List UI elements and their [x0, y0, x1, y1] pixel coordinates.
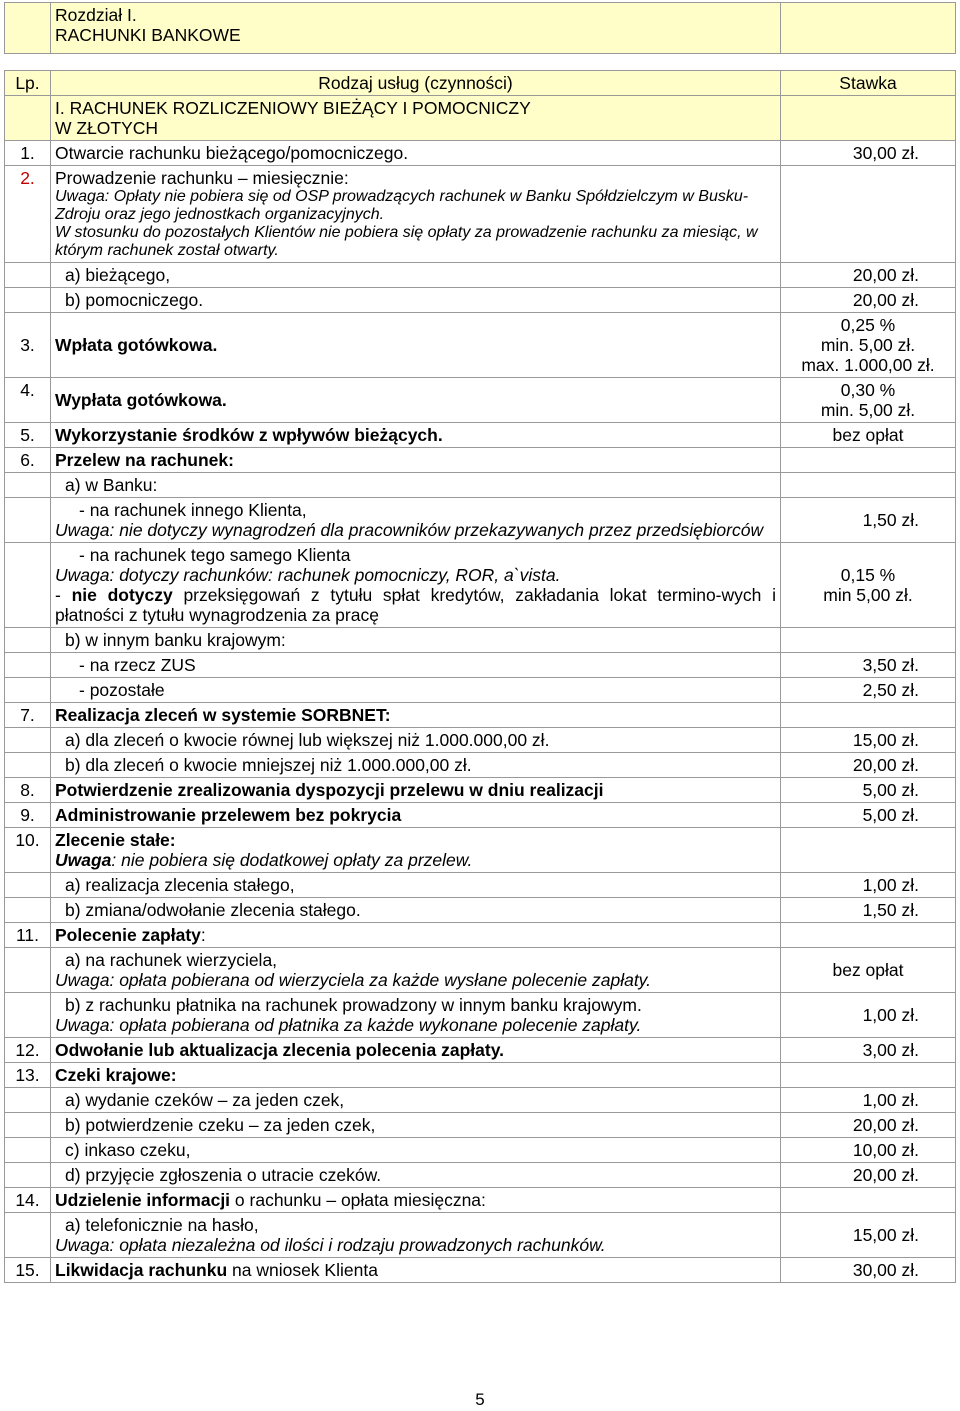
chapter-line1: Rozdział I.	[55, 5, 137, 25]
header-row	[5, 71, 956, 96]
row-6b2: - pozostałe 2,50 zł.	[5, 678, 956, 703]
row-12: 12. Odwołanie lub aktualizacja zlecenia polecenia zapłaty. 3,00 zł.	[5, 1038, 956, 1063]
row-10: 10. Zlecenie stałe: Uwaga: nie pobiera się dodatkowej opłaty za przelew.	[5, 828, 956, 873]
row-6a2: - na rachunek tego samego Klienta Uwaga: dotyczy rachunków: rachunek pomocniczy, ROR, a`vista. - nie dotyczy przeksięgowań z tytułu spłat kredytów, zakładania lokat termino-wych i płatności z tytułu wynagrodzenia za pracę 0,15 % min 5,00 zł.	[5, 543, 956, 628]
section-title: I. RACHUNEK ROZLICZENIOWY BIEŻĄCY I POMOCNICZY W ZŁOTYCH	[51, 96, 781, 141]
row-2a: a) bieżącego, 20,00 zł.	[5, 263, 956, 288]
row-13d: d) przyjęcie zgłoszenia o utracie czeków. 20,00 zł.	[5, 1163, 956, 1188]
row-15: 15. Likwidacja rachunku na wniosek Klienta 30,00 zł.	[5, 1258, 956, 1283]
spacer-row	[5, 54, 956, 71]
header-rate: Stawka	[781, 71, 956, 96]
row-6a: a) w Banku:	[5, 473, 956, 498]
row-13b: b) potwierdzenie czeku – za jeden czek, 20,00 zł.	[5, 1113, 956, 1138]
chapter-line2: RACHUNKI BANKOWE	[55, 25, 241, 45]
row-6: 6. Przelew na rachunek:	[5, 448, 956, 473]
page-number: 5	[475, 1390, 485, 1409]
row-7: 7. Realizacja zleceń w systemie SORBNET:	[5, 703, 956, 728]
row-2b: b) pomocniczego. 20,00 zł.	[5, 288, 956, 313]
row-10b: b) zmiana/odwołanie zlecenia stałego. 1,50 zł.	[5, 898, 956, 923]
header-desc: Rodzaj usług (czynności)	[51, 71, 781, 96]
header-lp: Lp.	[5, 71, 51, 96]
chapter-title	[51, 3, 781, 54]
row-8: 8. Potwierdzenie zrealizowania dyspozycji przelewu w dniu realizacji 5,00 zł.	[5, 778, 956, 803]
row-10a: a) realizacja zlecenia stałego, 1,00 zł.	[5, 873, 956, 898]
row-1: 1. Otwarcie rachunku bieżącego/pomocniczego. 30,00 zł.	[5, 141, 956, 166]
row-9: 9. Administrowanie przelewem bez pokrycia 5,00 zł.	[5, 803, 956, 828]
row-6b1: - na rzecz ZUS 3,50 zł.	[5, 653, 956, 678]
row-11: 11. Polecenie zapłaty:	[5, 923, 956, 948]
row-14a: a) telefonicznie na hasło, Uwaga: opłata niezależna od ilości i rodzaju prowadzonych rachunków. 15,00 zł.	[5, 1213, 956, 1258]
row-13a: a) wydanie czeków – za jeden czek, 1,00 zł.	[5, 1088, 956, 1113]
row-13c: c) inkaso czeku, 10,00 zł.	[5, 1138, 956, 1163]
row-11b: b) z rachunku płatnika na rachunek prowadzony w innym banku krajowym. Uwaga: opłata pobierana od płatnika za każde wykonane polecenie zapłaty. 1,00 zł.	[5, 993, 956, 1038]
row-13: 13. Czeki krajowe:	[5, 1063, 956, 1088]
section-row	[5, 96, 956, 141]
row-14: 14. Udzielenie informacji o rachunku – opłata miesięczna:	[5, 1188, 956, 1213]
row-4: 4. Wypłata gotówkowa. 0,30 % min. 5,00 zł.	[5, 378, 956, 423]
fee-table	[4, 2, 956, 1283]
row-5: 5. Wykorzystanie środków z wpływów bieżących. bez opłat	[5, 423, 956, 448]
row-2: 2. Prowadzenie rachunku – miesięcznie: Uwaga: Opłaty nie pobiera się od OSP prowadzących rachunek w Banku Spółdzielczym w Busku-Zdroju oraz jego jednostkach organizacyjnych. W stosunku do pozostałych Klientów nie pobiera się opłaty za prowadzenie rachunku za miesiąc, w którym rachunek został otwarty.	[5, 166, 956, 263]
row-3: 3. Wpłata gotówkowa. 0,25 % min. 5,00 zł. max. 1.000,00 zł.	[5, 313, 956, 378]
row-7a: a) dla zleceń o kwocie równej lub większej niż 1.000.000,00 zł. 15,00 zł.	[5, 728, 956, 753]
row-6a1: - na rachunek innego Klienta, Uwaga: nie dotyczy wynagrodzeń dla pracowników przekazywanych przez przedsiębiorców 1,50 zł.	[5, 498, 956, 543]
row-7b: b) dla zleceń o kwocie mniejszej niż 1.000.000,00 zł. 20,00 zł.	[5, 753, 956, 778]
row-6b: b) w innym banku krajowym:	[5, 628, 956, 653]
row-11a: a) na rachunek wierzyciela, Uwaga: opłata pobierana od wierzyciela za każde wysłane polecenie zapłaty. bez opłat	[5, 948, 956, 993]
chapter-row	[5, 3, 956, 54]
